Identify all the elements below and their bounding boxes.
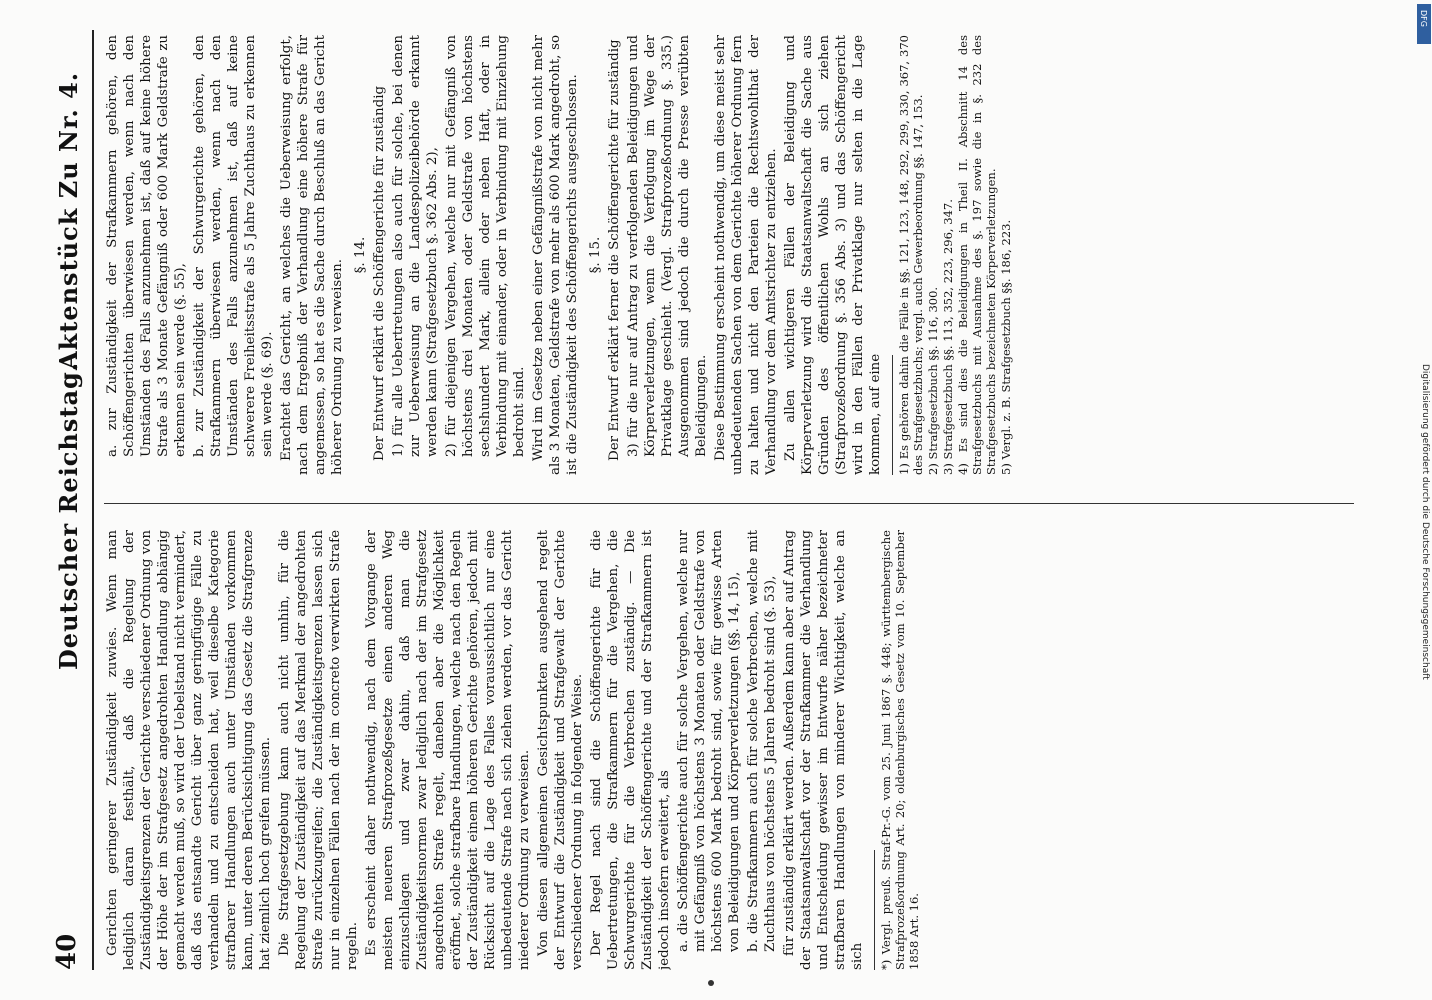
footnote: *) Vergl. preuß. Straf-Pr.-G. vom 25. Juni 1867 §. 448; württembergische Strafprozeßordnung Art. 20; oldenburgisches Gesetz vom 10. September 1858 Art. 16.	[879, 530, 921, 970]
paragraph: Diese Bestimmung erscheint nothwendig, um diese meist sehr unbedeutenden Sachen von dem Gerichte höherer Ordnung fern zu halten und nicht den Parteien die Rechtswohlthat der Verhandlung vor dem Amtsrichter zu entziehen.	[713, 35, 779, 475]
list-item: 1) für alle Uebertretungen also auch für solche, bei denen zur Ueberweisung an die Landespolizeibehörde erkannt werden kann (Strafgesetzbuch §. 362 Abs. 2),	[391, 35, 440, 457]
list-item: b. zur Zuständigkeit der Schwurgerichte gehören, den Strafkammern überwiesen werden, wenn nach den Umständen des Falls anzunehmen ist, daß auf keine schwerere Freiheitsstrafe als 5 Jahre Zuchthaus zu erkennen sein werde (§. 69).	[192, 35, 275, 457]
paragraph: Es erscheint daher nothwendig, nach dem Vorgange der meisten neueren Strafprozeßgesetze einen anderen Weg einzuschlagen und zwar dahin, daß man die Zuständigkeitsnormen zwar lediglich nach der im Strafgesetz angedrohten Strafe regelt, daneben aber die Möglichkeit eröffnet, solche strafbare Handlungen, welche nach den Regeln der Zuständigkeit einem höheren Gerichte gehören, jedoch mit Rücksicht auf die Lage des Falles voraussichtlich nur eine unbedeutende Strafe nach sich ziehen werden, vor das Gericht niederer Ordnung zu verweisen.	[364, 530, 532, 970]
paragraph: Gerichten geringerer Zuständigkeit zuwies. Wenn man lediglich daran festhält, daß die Regelung der Zuständigkeitsgrenzen der Gerichte verschiedener Ordnung von der Höhe der im Strafgesetz angedrohten Handlung abhängig gemacht werden muß, so wird der Uebelstand nicht vermindert, daß das entsandte Gericht über ganz geringfügige Fälle zu verhandeln und zu entscheiden hat, weil dieselbe Kategorie strafbarer Handlungen auch unter Umständen vorkommen kann, unter deren Berücksichtigung das Gesetz die Strafgrenze hat ziemlich hoch greifen müssen.	[105, 530, 273, 970]
paragraph: Wird im Gesetze neben einer Gefängnißstrafe von nicht mehr als 3 Monaten, Geldstrafe von mehr als 600 Mark angedroht, so ist die Zuständigkeit des Schöffengerichts ausgeschlossen.	[531, 35, 580, 475]
list-item: 3) für die nur auf Antrag zu verfolgenden Beleidigungen und Körperverletzungen, wenn die Verfolgung im Wege der Privatklage geschieht. (Vergl. Strafprozeßordnung §. 335.) Ausgenommen sind jedoch die durch die Presse verübten Beleidigungen.	[626, 35, 709, 457]
digitization-credit	[1417, 4, 1431, 996]
paragraph: für zuständig erklärt werden. Außerdem kann aber auf Antrag der Staatsanwaltschaft vor der Strafkammer die Verhandlung und Entscheidung gewisser im Entwurfe näher bezeichneter strafbaren Handlungen von minderer Wichtigkeit, welche an sich	[782, 530, 865, 970]
footnote: 1) Es gehören dahin die Fälle in §§. 121, 123, 148, 292, 299, 330, 367, 370 des Strafgesetzbuchs; vergl. auch Gewerbeordnung §§. 147, 153.	[897, 35, 925, 475]
paragraph: Erachtet das Gericht, an welches die Ueberweisung erfolgt, nach dem Ergebniß der Verhandlung eine höhere Strafe für angemessen, so hat es die Sache durch Beschluß an das Gericht höherer Ordnung zu verweisen.	[279, 35, 345, 475]
paragraph: Die Strafgesetzgebung kann auch nicht umhin, für die Regelung der Zuständigkeit auf das Merkmal der angedrohten Strafe zurückzugreifen; die Zuständigkeitsgrenzen lassen sich nur in einzelnen Fällen nach der im concreto verwirkten Strafe regeln.	[277, 530, 360, 970]
paper-title: Deutscher Reichstag.	[54, 361, 83, 670]
paragraph: Von diesen allgemeinen Gesichtspunkten ausgehend regelt der Entwurf die Zuständigkeit und Strafgewalt der Gerichte verschiedener Ordnung in folgender Weise.	[536, 530, 585, 970]
section-heading: §. 14.	[353, 236, 368, 274]
list-item: a. zur Zuständigkeit der Strafkammern gehören, den Schöffengerichten überwiesen werden, wenn nach den Umständen des Falls anzunehmen ist, daß auf keine höhere Strafe als 3 Monate Gefängniß oder 600 Mark Geldstrafe zu erkennen sein werde (§. 55),	[105, 35, 188, 457]
page-number: 40	[52, 933, 82, 970]
left-text-column	[104, 530, 1354, 970]
paragraph: Der Regel nach sind die Schöffengerichte für die Uebertretungen, die Strafkammern für die Vergehen, die Schwurgerichte für die Verbrechen zuständig. — Die Zuständigkeit der Schöffengerichte und der Strafkammern ist jedoch insofern erweitert, als	[589, 530, 672, 970]
footnote: 2) Strafgesetzbuch §§. 116, 300.	[926, 286, 940, 475]
list-item: 2) für diejenigen Vergehen, welche nur mit Gefängniß von höchstens drei Monaten oder Geldstrafe von höchstens sechshundert Mark, allein oder neben Haft, oder in Verbindung mit einander, oder in Verbindung mit Einziehung bedroht sind.	[444, 35, 527, 457]
page-header	[52, 30, 88, 970]
right-text-column	[104, 35, 1354, 475]
column-divider	[104, 503, 1354, 504]
document-number: Aktenstück Zu Nr. 4.	[54, 71, 83, 370]
credit-text: Digitalisierung gefördert durch die Deutsche Forschungsgemeinschaft	[1420, 364, 1430, 680]
footnote: 4) Es sind dies die Beleidigungen in Theil II. Abschnitt 14 des Strafgesetzbuchs mit Ausnahme des §. 197 sowie die in §. 232 des Strafgesetzbuchs bezeichneten Körperverletzungen.	[956, 35, 998, 475]
list-item: b. die Strafkammern auch für solche Verbrechen, welche mit Zuchthaus von höchstens 5 Jahren bedroht sind (§. 53),	[746, 530, 778, 952]
scan-speck	[708, 980, 714, 986]
footnote-rule	[874, 850, 875, 970]
paragraph: Der Entwurf erklärt ferner die Schöffengerichte für zuständig	[607, 39, 622, 461]
paragraph: Der Entwurf erklärt die Schöffengerichte für zuständig	[372, 85, 387, 461]
footnote-rule	[892, 355, 893, 475]
footnote: 3) Strafgesetzbuch §§. 113, 352, 223, 296, 347.	[941, 199, 955, 475]
paragraph: Zu allen wichtigeren Fällen der Beleidigung und Körperverletzung wird die Staatsanwaltschaft die Sache aus Gründen des öffentlichen Wohls an sich ziehen (Strafprozeßordnung §. 356 Abs. 3) und das Schöffengericht wird in den Fällen der Privatklage nur selten in die Lage kommen, auf eine	[783, 35, 883, 475]
section-heading: §. 15.	[588, 236, 603, 274]
list-item: a. die Schöffengerichte auch für solche Vergehen, welche nur mit Gefängniß von höchstens 3 Monaten oder Geldstrafe von höchstens 600 Mark bedroht sind, sowie für gewisse Arten von Beleidigungen und Körperverletzungen (§§. 14, 15),	[676, 530, 742, 952]
header-rule	[92, 30, 94, 970]
dfg-logo: DFG	[1417, 4, 1431, 44]
footnote: 5) Vergl. z. B. Strafgesetzbuch §§. 186, 223.	[999, 219, 1013, 475]
